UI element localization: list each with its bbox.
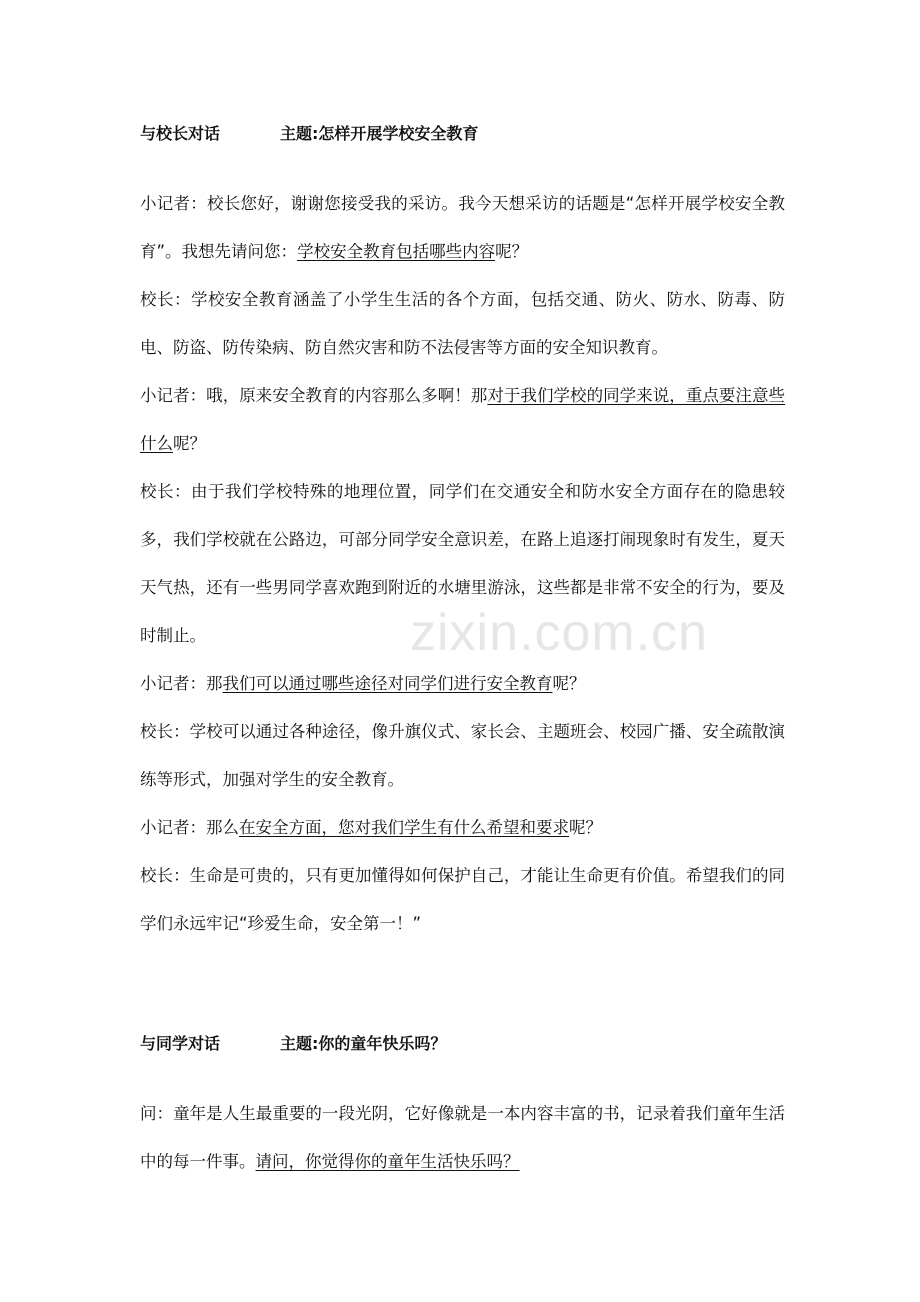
paragraph-text: 呢？ [569,818,602,837]
section-title: 与同学对话 [140,1034,221,1053]
paragraph [140,804,785,852]
section-heading [140,1034,446,1054]
paragraph-text: 呢？ [495,242,529,261]
section-heading [140,124,478,144]
paragraph: 校长：学校可以通过各种途径，像升旗仪式、家长会、主题班会、校园广播、安全疏散演练等形式，加强对学生的安全教育。 [140,722,785,789]
paragraph-text: 呢？ [552,674,586,693]
paragraph-text: 小记者：哦，原来安全教育的内容那么多啊！那 [140,386,488,405]
paragraph [140,372,785,468]
paragraph-text: 问：童年是人生最重要的一段光阴，它好像就是一本内容丰富的书，记录着我们童年生活中的每一件事。 [140,1104,785,1171]
paragraph [140,180,785,276]
paragraph: 校长：由于我们学校特殊的地理位置，同学们在交通安全和防水安全方面存在的隐患较多，我们学校就在公路边，可部分同学安全意识差，在路上追逐打闹现象时有发生，夏天天气热，还有一些男同学喜欢跑到附近的水塘里游泳，这些都是非常不安全的行为，要及时制止。 [140,482,785,645]
underlined-text: 学校安全教育包括哪些内容 [297,242,496,261]
underlined-text: 对于我们学校的同学来说，重点要注意些什么 [140,386,786,453]
paragraph-text: 呢？ [173,434,206,453]
paragraph [140,660,785,708]
underlined-text: 请问，你觉得你的童年生活快乐吗？ [255,1152,520,1171]
paragraph-text: 小记者：那 [140,674,223,693]
paragraph: 校长：学校安全教育涵盖了小学生生活的各个方面，包括交通、防火、防水、防毒、防电、防盗、防传染病、防自然灾害和防不法侵害等方面的安全知识教育。 [140,290,785,357]
paragraph-text: 小记者：校长您好，谢谢您接受我的采访。我今天想采访的话题是“怎样开展学校安全教育”。我想先请问您： [140,194,785,261]
paragraph: 校长：生命是可贵的，只有更加懂得如何保护自己，才能让生命更有价值。希望我们的同学们永远牢记“珍爱生命，安全第一！” [140,866,785,933]
underlined-text: 我们可以通过哪些途径对同学们进行安全教育 [222,674,553,693]
underlined-text: 在安全方面，您对我们学生有什么希望和要求 [239,818,569,837]
section-topic: 主题:怎样开展学校安全教育 [280,124,479,143]
watermark: zixin.com.cn [410,604,709,662]
paragraph [140,1090,785,1186]
section-topic: 主题:你的童年快乐吗？ [280,1034,447,1053]
paragraph-text: 小记者：那么 [140,818,239,837]
section-title: 与校长对话 [140,124,221,143]
